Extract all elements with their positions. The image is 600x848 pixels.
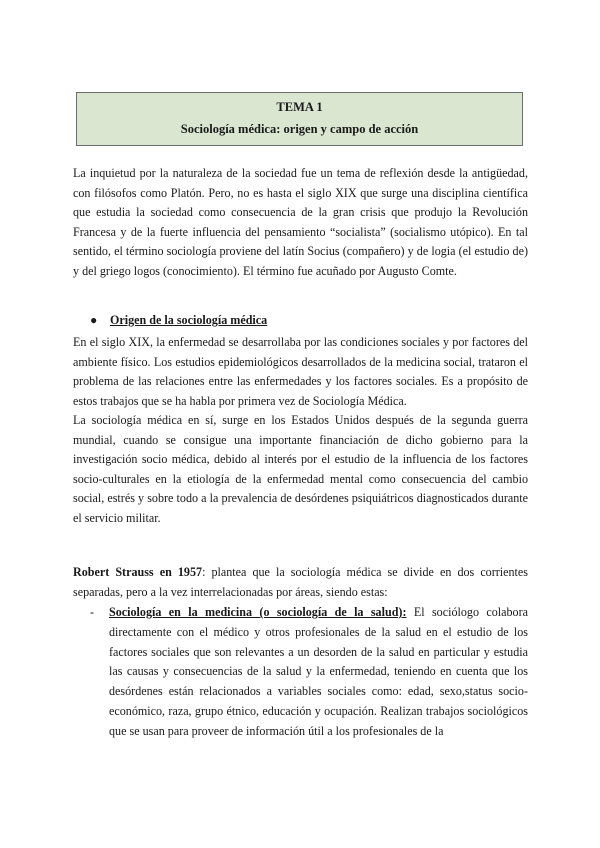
strauss-lead: Robert Strauss en 1957 bbox=[73, 565, 203, 579]
dash-marker: - bbox=[90, 605, 95, 619]
strauss-text: : plantea que la sociología médica se divide en dos corrientes separadas, pero a la vez interrelacionadas por áreas, siendo estas: bbox=[73, 565, 528, 599]
list-item-term: Sociología en la medicina (o sociología de la salud): bbox=[109, 605, 407, 619]
bullet-icon: ● bbox=[90, 313, 98, 327]
origin-paragraph-1: En el siglo XIX, la enfermedad se desarrollaba por las condiciones sociales y por factores del ambiente físico. Los estudios epidemiológicos desarrollados de la medicina social, trataron el problema de las relaciones entre las enfermedades y los factores sociales. Es a propósito de estos trabajos que se ha habla por primera vez de Sociología Médica. bbox=[73, 335, 528, 408]
intro-paragraph: La inquietud por la naturaleza de la sociedad fue un tema de reflexión desde la antigüedad, con filósofos como Platón. Pero, no es hasta el siglo XIX que surge una disciplina científica que estudia la sociedad como consecuencia de la gran crisis que produjo la Revolución Francesa y de la fuerte influencia del pensamiento “socialista” (socialismo utópico). En tal sentido, el término sociología proviene del latín Socius (compañero) y de logia (el estudio de) y del griego logos (conocimiento). El término fue acuñado por Augusto Comte. bbox=[73, 166, 528, 278]
list-item-body bbox=[109, 603, 528, 742]
topic-title: Sociología médica: origen y campo de acción bbox=[180, 122, 419, 136]
section-heading bbox=[90, 313, 267, 328]
strauss-paragraph bbox=[73, 563, 528, 602]
origin-paragraph-2: La sociología médica en sí, surge en los Estados Unidos después de la segunda guerra mundial, cuando se consigue una importante financiación de dicho gobierno para la investigación socio médica, debido al interés por el estudio de la influencia de los factores socio-culturales en la etiología de la enfermedad mental como consecuencia del cambio social, estrés y sobre todo a la prevalencia de desórdenes psiquiátricos diagnosticados durante el servicio militar. bbox=[73, 413, 528, 525]
title-box bbox=[76, 92, 523, 146]
list-item-text: El sociólogo colabora directamente con el médico y otros profesionales de la salud en el estudio de los factores sociales que son relevantes a un desorden de la salud en particular y estudia las causas y consecuencias de la salud y la enfermedad, teniendo en cuenta que los desórdenes están relacionados a variables sociales como: edad, sexo,status socio-económico, raza, grupo étnico, educación y ocupación. Realizan trabajos sociológicos que se usan para proveer de información útil a los profesionales de la bbox=[109, 605, 528, 738]
section-heading-text: Origen de la sociología médica bbox=[110, 313, 268, 327]
topic-number: TEMA 1 bbox=[276, 100, 323, 114]
